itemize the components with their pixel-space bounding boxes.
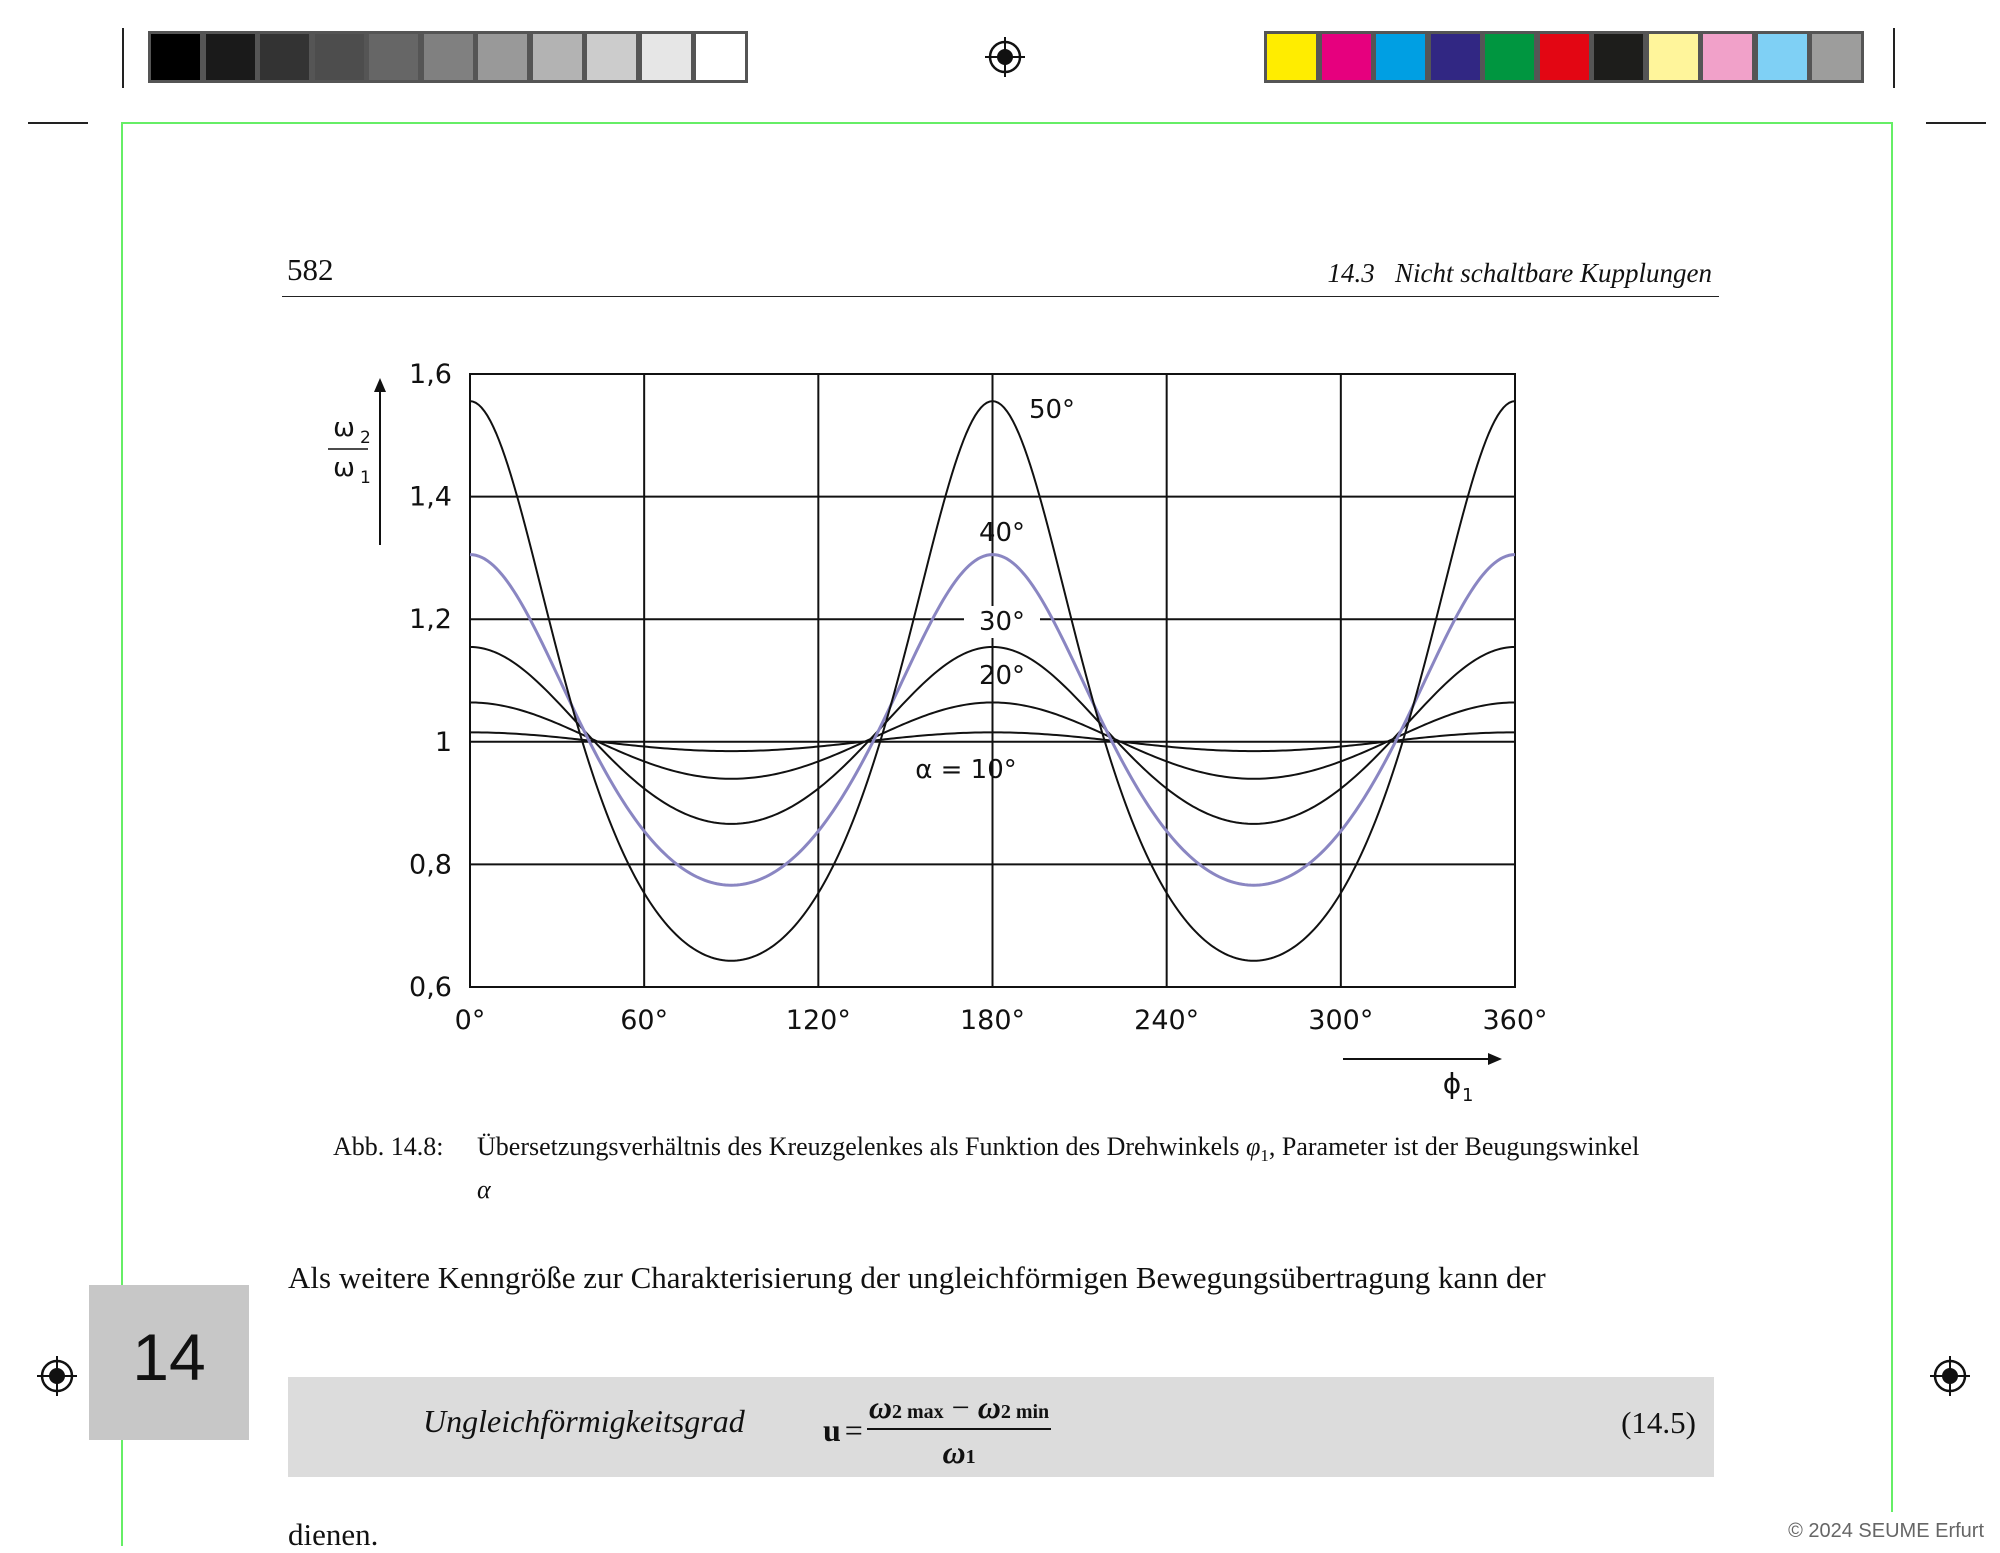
formula-numerator: [867, 1389, 1051, 1430]
formula-sub: 2 max: [891, 1401, 944, 1423]
x-axis-arrow-head-icon: [1488, 1053, 1502, 1065]
page-number: 582: [287, 252, 334, 287]
x-tick-label: 60°: [620, 1005, 669, 1036]
x-axis-label-sub: 1: [1462, 1085, 1474, 1106]
formula-name: Ungleichförmigkeitsgrad: [423, 1403, 745, 1439]
caption-text-part1: Übersetzungsverhältnis des Kreuzgelenkes als Funktion des Drehwinkels: [477, 1132, 1246, 1161]
y-tick-label: 1,4: [409, 481, 452, 513]
y-tick-label: 1,2: [409, 604, 452, 636]
y-axis-arrow-head-icon: [374, 378, 386, 392]
series-label: 40°: [978, 518, 1026, 548]
series-label: α = 10°: [915, 755, 1017, 785]
formula-omega: ω: [942, 1434, 966, 1470]
x-tick-label: 180°: [959, 1005, 1026, 1036]
y-tick-label: 0,6: [409, 972, 452, 1003]
formula-omega: ω: [977, 1389, 1001, 1425]
formula-fraction: [867, 1389, 1051, 1471]
chapter-tab: [89, 1285, 249, 1440]
y-axis-label-denominator-sub: 1: [360, 468, 371, 488]
caption-symbol2: α: [477, 1175, 491, 1205]
y-axis-label-numerator-sub: 2: [360, 428, 371, 448]
x-tick-label: 0°: [454, 1005, 486, 1036]
x-tick-label: 240°: [1134, 1005, 1200, 1036]
formula-equals: =: [844, 1411, 863, 1448]
formula-equation: [823, 1389, 1051, 1471]
x-tick-label: 300°: [1308, 1005, 1374, 1036]
y-tick-label: 1: [434, 726, 452, 758]
formula-lhs: u: [823, 1411, 841, 1448]
formula-minus: −: [951, 1389, 970, 1425]
equation-number: (14.5): [1621, 1405, 1696, 1440]
formula-box: [288, 1377, 1714, 1477]
y-axis-label-denominator: ω: [333, 453, 355, 483]
formula-omega: ω: [868, 1389, 892, 1425]
x-axis-label: ϕ: [1442, 1067, 1462, 1100]
caption-label: Abb. 14.8:: [333, 1132, 444, 1161]
running-head: 14.3 Nicht schaltbare Kupplungen: [1327, 258, 1712, 288]
series-label: 20°: [978, 661, 1026, 691]
caption-symbol-sub: 1: [1260, 1146, 1269, 1166]
copyright-notice: © 2024 SEUME Erfurt: [1788, 1520, 1984, 1542]
y-tick-label: 1,6: [409, 359, 452, 390]
closing-text: dienen.: [288, 1517, 379, 1552]
y-tick-label: 0,8: [409, 849, 452, 881]
x-tick-label: 120°: [785, 1005, 851, 1036]
caption-text: [477, 1130, 1657, 1207]
formula-sub: 1: [965, 1446, 976, 1468]
chapter-number: 14: [132, 1320, 206, 1394]
y-axis-label-numerator: ω: [333, 413, 355, 443]
x-tick-label: 360°: [1482, 1005, 1548, 1036]
formula-denominator: [942, 1430, 975, 1471]
series-label: 50°: [1028, 395, 1076, 425]
caption-symbol: φ: [1245, 1132, 1261, 1161]
formula-sub: 2 min: [1000, 1401, 1050, 1423]
caption-text-part2: , Parameter ist der Beugungswinkel: [1268, 1132, 1640, 1161]
body-paragraph: Als weitere Kenngröße zur Charakterisierung der ungleichförmigen Bewegungsübertragung kann der: [288, 1260, 1546, 1295]
series-label: 30°: [978, 607, 1026, 637]
